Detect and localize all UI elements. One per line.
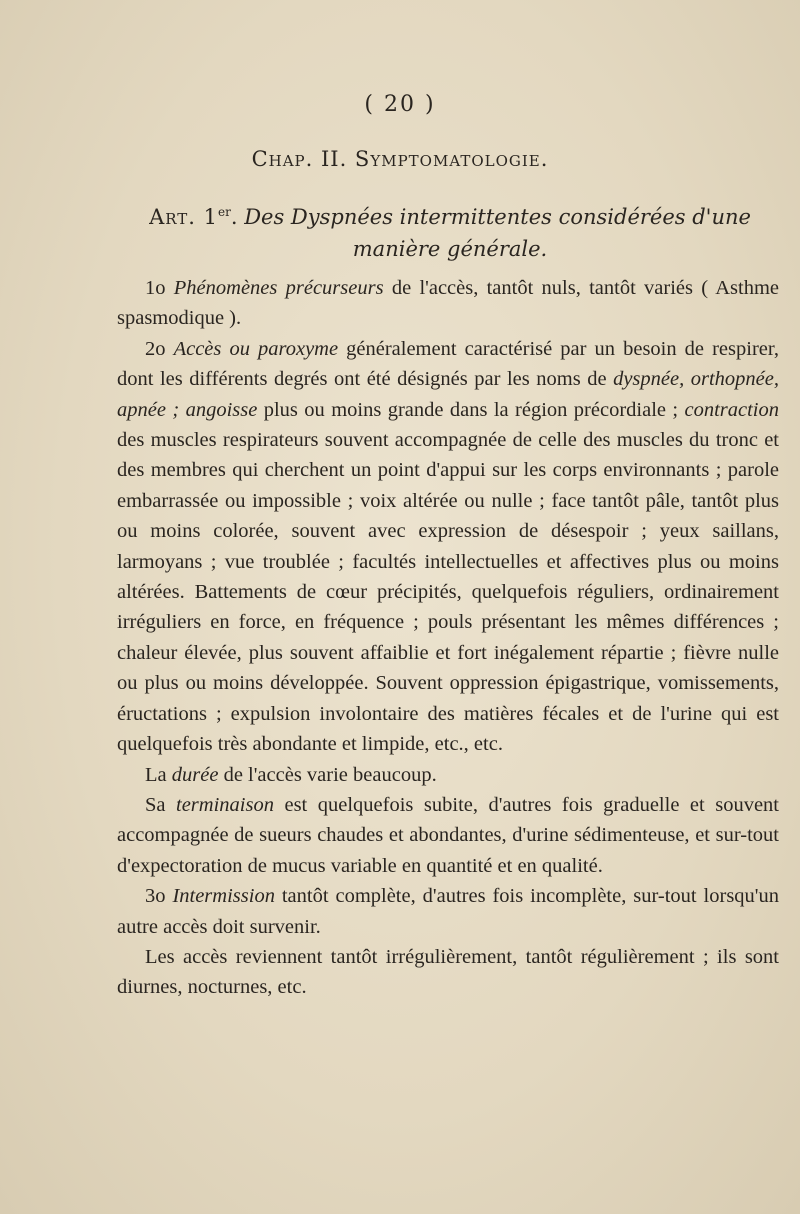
p5-term: Intermission — [172, 885, 275, 908]
p4-text: est quelquefois subite, d'autres fois graduelle et souvent accompagnée de sueurs chaudes et abondantes, d'urine sédimenteuse, et sur-tout d'expectoration de mucus variable en quantité et en qualité. — [117, 793, 780, 877]
p2-text-2: plus ou moins grande dans la région précordiale ; — [257, 398, 685, 421]
p2-terms-dyspnea: dyspnée, orthopnée, apnée ; angoisse — [117, 368, 779, 421]
p1-text: de l'accès, tantôt nuls, tantôt variés ( Asthme spasmodique ). — [117, 277, 779, 330]
paragraph-recurrence — [117, 942, 779, 1003]
chapter-title: Chap. II. Symptomatologie. — [251, 147, 549, 171]
article-heading: Art. 1er. Des Dyspnées intermittentes considérées d'une manière générale. — [149, 205, 751, 261]
p5-number: 3o — [145, 885, 173, 908]
p2-text-3: des muscles respirateurs souvent accompagnée de celle des muscles du tronc et des membres qui cherchent un point d'appui sur les corps environnants ; parole embarrassée ou impossible ; voix altérée ou nulle ; face tantôt pâle, tantôt plus ou moins colorée, souvent avec expression de désespoir ; yeux saillans, larmoyans ; vue troublée ; facultés intellectuelles et affectives plus ou moins altérées. Battements de cœur précipités, quelquefois réguliers, ordinairement irréguliers en force, en fréquence ; pouls présentant les mêmes différences ; chaleur élevée, plus souvent affaiblie et fort inégalement répartie ; fièvre nulle ou plus ou moins développée. Souvent oppression épigastrique, vomissements, éructations ; expulsion involontaire des matières fécales et de l'urine qui est quelquefois très abondante et limpide, etc., etc. — [117, 429, 779, 756]
p5-text: tantôt complète, d'autres fois incomplète, sur-tout lorsqu'un autre accès doit survenir. — [117, 885, 779, 938]
article-label-sup: er — [217, 205, 231, 219]
paragraph-intermission — [117, 881, 779, 942]
p3-pre: La — [145, 763, 172, 786]
article-label: Art. 1 — [149, 205, 218, 229]
p2-number: 2o — [145, 337, 174, 360]
p1-number: 1o — [145, 277, 174, 299]
paragraph-precursors — [117, 273, 779, 334]
body-text — [117, 273, 779, 1003]
p4-pre: Sa — [145, 793, 177, 816]
p2-term: Accès ou paroxyme — [173, 337, 339, 360]
paragraph-termination — [117, 790, 779, 881]
page-number: ( 20 ) — [364, 92, 436, 117]
p3-text: de l'accès varie beaucoup. — [218, 763, 437, 786]
p3-term: durée — [171, 763, 219, 786]
paragraph-attack — [117, 334, 779, 760]
p6-text: Les accès reviennent tantôt irrégulièrement, tantôt régulièrement ; ils sont diurnes, nocturnes, etc. — [117, 945, 779, 999]
p1-term: Phénomènes précurseurs — [173, 277, 384, 299]
article-title: Des Dyspnées intermittentes considérées d'une manière générale. — [244, 205, 751, 261]
p2-term-contraction: contraction — [684, 398, 779, 421]
paragraph-duration — [117, 760, 779, 790]
p2-text-1: généralement caractérisé par un besoin de respirer, dont les différents degrés ont été désignés par les noms de — [117, 337, 780, 391]
p4-term: terminaison — [176, 793, 274, 816]
